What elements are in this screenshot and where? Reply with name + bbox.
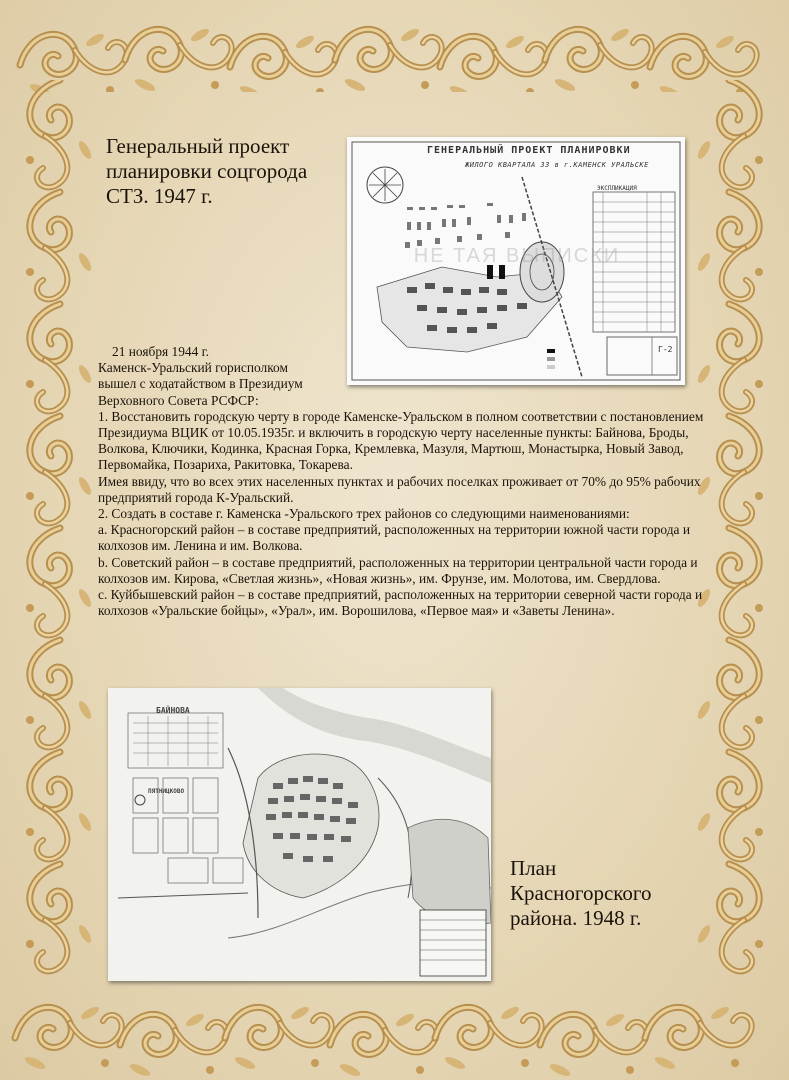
body-paragraph: Верховного Совета РСФСР: [98,392,259,408]
body-paragraph: вышел с ходатайством в Президиум [98,376,303,392]
ornament-frame-bottom [0,968,789,1080]
top-map-caption [106,134,336,209]
body-paragraph: Каменск-Уральский горисполком [98,360,288,376]
caption-line: План [510,856,557,880]
district-plan-image [108,688,491,981]
district-plan-drawing [108,688,491,981]
caption-line: планировки соцгорода [106,159,308,183]
body-paragraph: Имея ввиду, что во всех этих населенных пунктах и рабочих поселках проживает от 70% до 95% рабочих предприятий города К-Уральский. [98,473,701,505]
body-paragraph: c. Куйбышевский район – в составе предприятий, расположенных на территории северной части города и колхозов «Уральские бойцы», «Урал», им. Ворошилова, «Первое мая» и «Заветы Ленина». [98,587,703,619]
document-body [98,344,708,619]
ornament-frame-top [0,0,789,92]
ornament-frame-left [0,80,100,980]
general-plan-subheading: ЖИЛОГО КВАРТАЛА 33 в г.КАМЕНСК УРАЛЬСКЕ [465,161,649,169]
map-label-bainova: БАЙНОВА [156,706,190,715]
caption-line: СТЗ. 1947 г. [106,184,213,208]
legend-title: ЭКСПЛИКАЦИЯ [597,185,637,192]
map-label-pyatnitskovo: ПЯТНИЦКОВО [148,788,185,795]
caption-line: района. 1948 г. [510,906,642,930]
general-plan-heading: ГЕНЕРАЛЬНЫЙ ПРОЕКТ ПЛАНИРОВКИ [427,145,631,156]
body-paragraph: b. Советский район – в составе предприятий, расположенных на территории центральной части города и колхозов им. Кирова, «Светлая жизнь», «Новая жизнь», им. Фрунзе, им. Молотова, им. Свердлова. [98,554,698,586]
sheet-number: Г-2 [658,345,673,354]
caption-line: Красногорского [510,881,652,905]
caption-line: Генеральный проект [106,134,290,158]
district-plan-caption [510,856,660,931]
document-date: 21 ноября 1944 г. [112,344,209,359]
archive-watermark: НЕ ТАЯ ВЫПИСКИ [413,245,621,267]
body-paragraph: 2. Создать в составе г. Каменска -Уральского трех районов со следующими наименованиями: [98,506,630,522]
body-paragraph: a. Красногорский район – в составе предприятий, расположенных на территории южной части города и колхозов им. Ленина и им. Волкова. [98,522,691,554]
body-paragraph: 1. Восстановить городскую черту в городе Каменске-Уральском в полном соответствии с постановлением Президиума ВЦИК от 10.05.1935г. и включить в городскую черту населенные пункты: Байнова, Броды, Волкова, Ключики, Кодинка, Красная Горка, Кремлевка, Мазуля, Мартюш, Монастырка, Новый Завод, Первомайка, Позариха, Ракитовка, Токарева. [98,408,704,473]
